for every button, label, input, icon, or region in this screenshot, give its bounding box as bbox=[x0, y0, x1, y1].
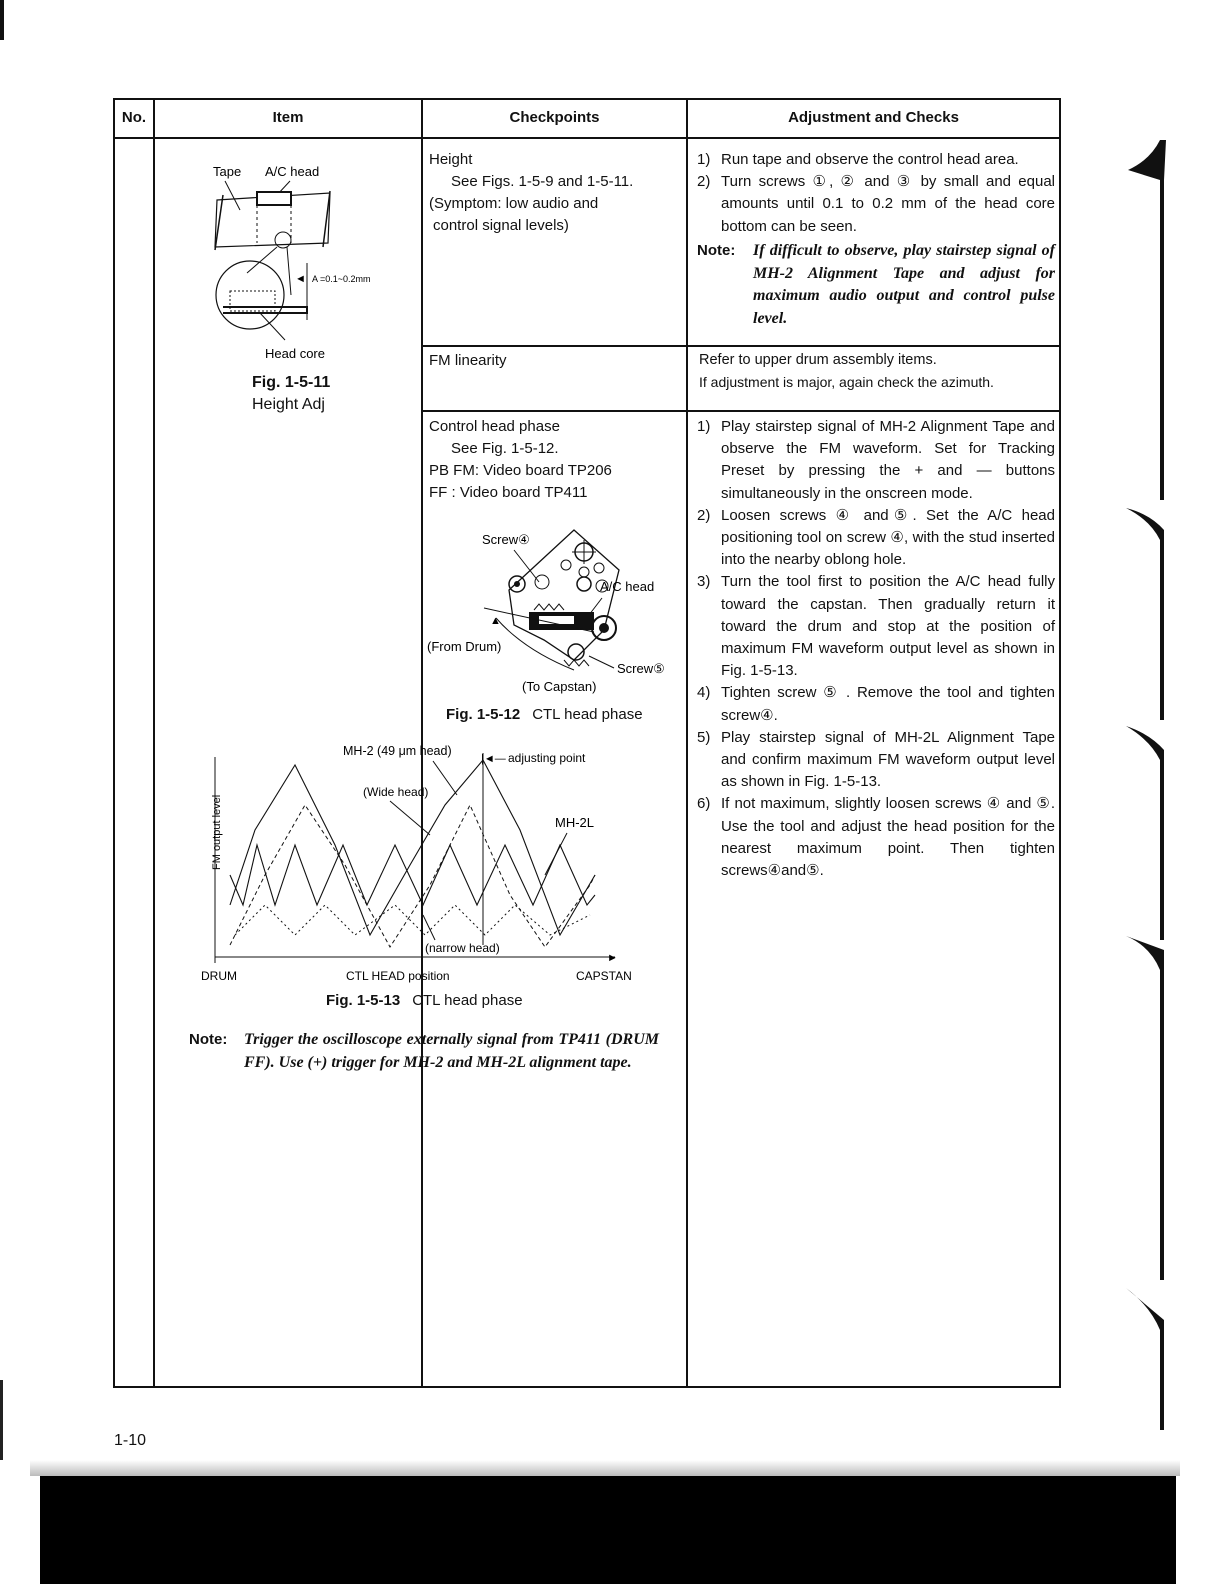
fig1513-narrow-label: (narrow head) bbox=[425, 941, 500, 955]
hole-3 bbox=[594, 563, 604, 573]
height-note-label: Note: bbox=[697, 242, 736, 259]
a-arrow-icon: ◄ bbox=[295, 273, 306, 285]
col-divider-checkpoints bbox=[686, 98, 688, 1388]
checkpoint-control-head-phase bbox=[429, 416, 684, 504]
wide-pointer bbox=[390, 801, 430, 835]
hole-2 bbox=[579, 567, 589, 577]
fig1512-screw4-label: Screw④ bbox=[482, 532, 530, 547]
screw-mid bbox=[535, 575, 549, 589]
fig1513-mh2-label: MH-2 (49 μm head) bbox=[343, 744, 452, 758]
control-head-steps bbox=[697, 416, 1055, 882]
fm-linearity-line-2: If adjustment is major, again check the azimuth. bbox=[699, 374, 994, 390]
fig-1-5-12-caption-text: CTL head phase bbox=[532, 706, 643, 723]
height-step-2: 2) Turn screws ①, ② and ③ by small and equal amounts until 0.1 to 0.2 mm of the head core bottom can be seen. bbox=[697, 173, 1055, 235]
control-step-4: 4) Tighten screw ⑤ . Remove the tool and tighten screw④. bbox=[697, 684, 1055, 724]
fig1511-head-core-label: Head core bbox=[265, 346, 325, 361]
mh2-narrow-waveform bbox=[230, 845, 595, 905]
left-note-text: Trigger the oscilloscope externally signal from TP411 (DRUM FF). Use (+) trigger for MH-2 and MH-2L alignment tape. bbox=[244, 1031, 659, 1071]
mh2-pointer bbox=[433, 761, 457, 795]
height-step-1: 1) Run tape and observe the control head area. bbox=[697, 151, 1019, 168]
binding-mark-2 bbox=[1126, 508, 1164, 720]
fig1513-ylabel: FM output level bbox=[211, 794, 223, 870]
control-step-5: 5) Play stairstep signal of MH-2L Alignment Tape and confirm maximum FM waveform output level as shown in Fig. 1-5-13. bbox=[697, 728, 1055, 791]
fig1513-adjusting-label: adjusting point bbox=[508, 751, 586, 765]
header-adjustment: Adjustment and Checks bbox=[788, 109, 959, 126]
screw-right bbox=[577, 577, 591, 591]
control-head-line-3: FF : Video board TP411 bbox=[429, 484, 588, 501]
control-head-line-1: See Fig. 1-5-12. bbox=[451, 440, 559, 457]
fm-linearity-text bbox=[699, 349, 1057, 393]
fig1512-screw5-label: Screw⑤ bbox=[617, 661, 665, 676]
checkpoint-height-title: Height bbox=[429, 151, 473, 168]
row-divider-1 bbox=[421, 345, 1061, 347]
fig1513-wide-label: (Wide head) bbox=[363, 785, 429, 799]
fig1511-ac-head-label: A/C head bbox=[265, 164, 320, 179]
hole-1 bbox=[561, 560, 571, 570]
screw4-inner bbox=[514, 581, 520, 587]
screw5-pointer bbox=[589, 656, 614, 668]
fig-1-5-13-caption-text: CTL head phase bbox=[412, 992, 523, 1009]
ac-head-window bbox=[539, 616, 574, 624]
height-note-text: If difficult to observe, play stairstep signal of MH-2 Alignment Tape and adjust for maximum audio output and control pulse level. bbox=[753, 242, 1055, 327]
fig-1-5-12-caption-num: Fig. 1-5-12 bbox=[446, 706, 521, 723]
header-no: No. bbox=[121, 109, 147, 126]
fig-1-5-13-caption-num: Fig. 1-5-13 bbox=[326, 992, 401, 1009]
scan-bottom-shadow bbox=[30, 1460, 1180, 1476]
fm-linearity-line-1: Refer to upper drum assembly items. bbox=[699, 352, 937, 368]
fig-1-5-11-diagram bbox=[195, 155, 415, 370]
binding-mark-3 bbox=[1126, 726, 1164, 940]
zoom-line-2 bbox=[287, 247, 291, 295]
header-checkpoints: Checkpoints bbox=[509, 109, 600, 126]
left-note bbox=[189, 1028, 659, 1074]
col-divider-no bbox=[153, 98, 155, 1388]
binding-marks bbox=[1120, 100, 1180, 1450]
zoom-small-circle bbox=[275, 232, 291, 248]
height-note bbox=[697, 240, 1055, 330]
fig1513-ctl-pos-label: CTL HEAD position bbox=[346, 969, 450, 983]
scan-bottom-bar bbox=[40, 1476, 1176, 1584]
x-axis-arrow-icon: ► bbox=[607, 952, 618, 964]
checkpoint-fm-linearity: FM linearity bbox=[429, 352, 507, 369]
checkpoint-height-line-2: (Symptom: low audio and bbox=[429, 195, 599, 212]
binding-mark-5 bbox=[1126, 1288, 1164, 1430]
ac-head-block bbox=[257, 192, 291, 205]
fig1511-tape-label: Tape bbox=[213, 164, 242, 179]
checkpoint-height-line-3: control signal levels) bbox=[433, 217, 569, 234]
screw5-teeth bbox=[564, 660, 589, 666]
head-core-bottom bbox=[223, 307, 307, 313]
left-note-label: Note: bbox=[189, 1031, 228, 1048]
height-steps bbox=[697, 149, 1055, 238]
control-step-2: 2) Loosen screws ④ and⑤. Set the A/C head positioning tool on screw ④, with the stud inserted into the nearby oblong hole. bbox=[697, 506, 1055, 569]
narrow-pointer bbox=[423, 915, 435, 940]
control-head-line-2: PB FM: Video board TP206 bbox=[429, 462, 612, 479]
binding-mark-1 bbox=[1128, 140, 1166, 500]
control-step-1: 1) Play stairstep signal of MH-2 Alignment Tape and observe the FM waveform. Set for Tracking Preset by pressing the + and — buttons simultaneously in the onscreen mode. bbox=[697, 418, 1055, 502]
control-step-3: 3) Turn the tool first to position the A/C head fully toward the capstan. Then gradually return it toward the drum and stop at the position of maximum FM waveform output level as shown in Fig. 1-5-13. bbox=[697, 573, 1055, 680]
fig-1-5-13-caption bbox=[326, 992, 523, 1009]
header-item: Item bbox=[272, 109, 304, 126]
control-step-6: 6) If not maximum, slightly loosen screws ④ and ⑤. Use the tool and adjust the head position for the nearest maximum point. Then tighten screws④and⑤. bbox=[697, 795, 1055, 880]
capstan-core bbox=[599, 623, 609, 633]
drum-arrow-icon: ▲ bbox=[490, 615, 501, 627]
fig1511-a-label: A =0.1~0.2mm bbox=[312, 274, 371, 284]
binding-mark-4 bbox=[1126, 936, 1164, 1280]
scan-left-edge-lower bbox=[0, 1380, 3, 1460]
fig1513-capstan-label: CAPSTAN bbox=[576, 969, 632, 983]
fig-1-5-12-caption bbox=[446, 706, 643, 723]
zoom-large-circle bbox=[216, 261, 284, 329]
row-divider-2 bbox=[421, 410, 1061, 412]
fig1512-ac-head-label: A/C head bbox=[600, 579, 655, 594]
checkpoint-height-line-1: See Figs. 1-5-9 and 1-5-11. bbox=[451, 173, 634, 190]
control-head-title: Control head phase bbox=[429, 418, 560, 435]
page-number: 1-10 bbox=[114, 1432, 147, 1449]
scan-left-edge bbox=[0, 0, 4, 40]
fig1512-to-capstan-label: (To Capstan) bbox=[522, 679, 597, 694]
tape-pointer bbox=[225, 181, 240, 210]
fig1512-from-drum-label: (From Drum) bbox=[427, 639, 502, 654]
fig-1-5-11-caption-num: Fig. 1-5-11 bbox=[252, 374, 331, 391]
fig1513-mh2l-label: MH-2L bbox=[555, 815, 595, 830]
fig-1-5-13-diagram bbox=[195, 735, 650, 990]
mh2l-narrow-waveform bbox=[235, 905, 590, 935]
fig-1-5-12-diagram bbox=[424, 520, 686, 700]
checkpoint-height bbox=[429, 149, 679, 237]
head-teeth bbox=[534, 604, 564, 610]
fig-1-5-11-caption-text: Height Adj bbox=[252, 396, 325, 413]
fig1513-drum-label: DRUM bbox=[201, 969, 237, 983]
adjusting-arrow-icon: |◄— bbox=[481, 753, 506, 765]
